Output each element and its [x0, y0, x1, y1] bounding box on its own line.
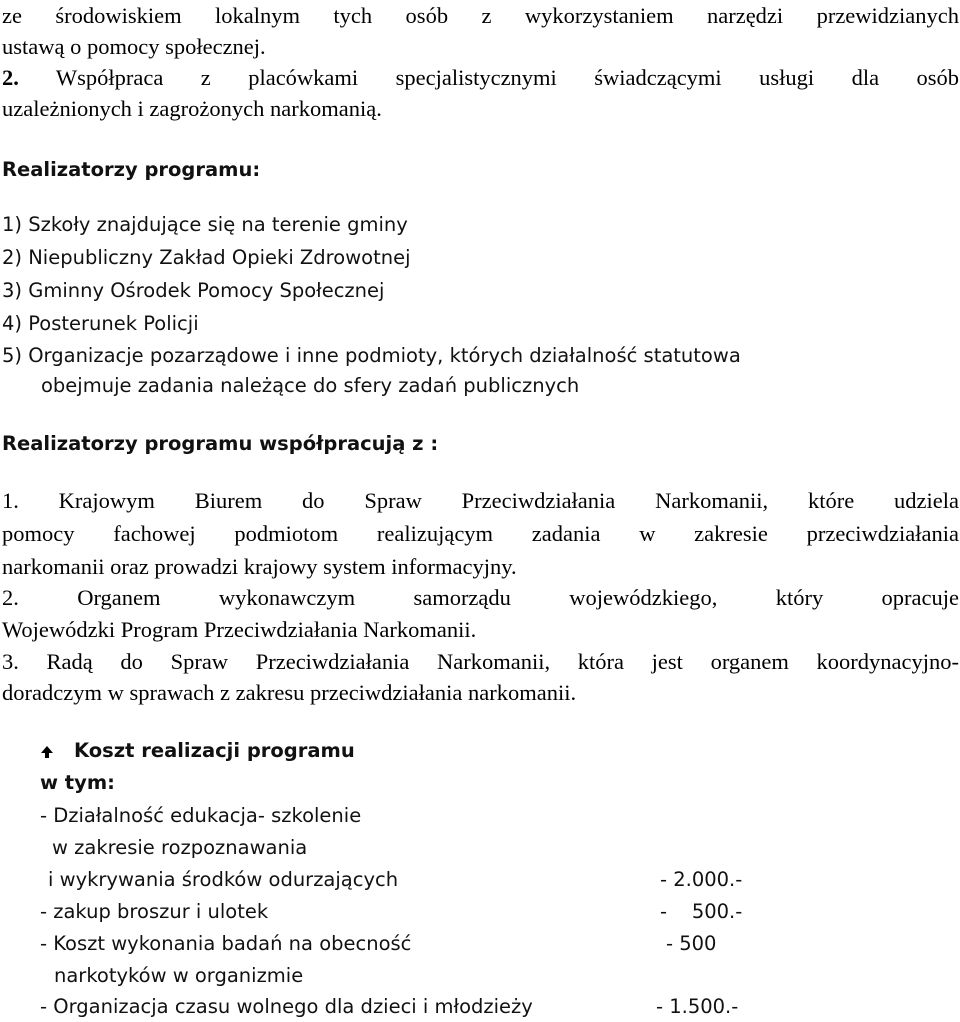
realizator-item-4: 4) Posterunek Policji — [2, 312, 199, 335]
realizator-item-2: 2) Niepubliczny Zakład Opieki Zdrowotnej — [2, 246, 411, 269]
wspolpraca-p1-line-1: 1. Krajowym Biurem do Spraw Przeciwdziałania Narkomanii, które udziela — [2, 488, 959, 513]
koszt-badania-line-1: - Koszt wykonania badań na obecność — [40, 932, 412, 955]
koszt-edukacja-line-1: - Działalność edukacja- szkolenie — [40, 804, 362, 827]
koszt-heading-row — [40, 735, 355, 766]
koszt-badania-amount: - 500 — [666, 932, 717, 955]
wspolpraca-p1-line-3: narkomanii oraz prowadzi krajowy system informacyjny. — [2, 554, 517, 579]
realizator-item-5: 5) Organizacje pozarządowe i inne podmioty, których działalność statutowa — [2, 344, 741, 367]
wspolpraca-p1-line-2: pomocy fachowej podmiotom realizującym zadania w zakresie przeciwdziałania — [2, 521, 959, 546]
realizator-item-3: 3) Gminny Ośrodek Pomocy Społecznej — [2, 279, 385, 302]
top-line-4: uzależnionych i zagrożonych narkomanią. — [2, 96, 382, 121]
koszt-w-tym: w tym: — [40, 771, 115, 794]
realizator-item-1: 1) Szkoły znajdujące się na terenie gminy — [2, 213, 408, 236]
koszt-edukacja-line-3: i wykrywania środków odurzających — [48, 868, 399, 891]
koszt-czas-wolny: - Organizacja czasu wolnego dla dzieci i młodzieży — [40, 995, 533, 1018]
koszt-heading: Koszt realizacji programu — [74, 739, 355, 762]
koszt-edukacja-line-2: w zakresie rozpoznawania — [52, 836, 308, 859]
wspolpraca-p3-line-1: 3. Radą do Spraw Przeciwdziałania Narkomanii, która jest organem koordynacyjno- — [2, 649, 959, 674]
item-number: 2. — [2, 65, 19, 90]
item-text: Współpraca z placówkami specjalistycznymi świadczącymi usługi dla osób — [55, 65, 959, 90]
wspolpraca-p3-line-2: doradczym w sprawach z zakresu przeciwdziałania narkomanii. — [2, 680, 577, 705]
realizator-item-5-cont: obejmuje zadania należące do sfery zadań publicznych — [41, 374, 580, 397]
top-line-3 — [2, 62, 959, 93]
koszt-broszury-amount: - 500.- — [660, 900, 743, 923]
koszt-edukacja-amount: - 2.000.- — [660, 868, 743, 891]
realizatorzy-heading: Realizatorzy programu: — [2, 158, 261, 181]
arrow-up-icon — [40, 745, 54, 759]
top-line-2: ustawą o pomocy społecznej. — [2, 34, 266, 59]
wspolpraca-heading: Realizatorzy programu współpracują z : — [2, 432, 439, 455]
koszt-broszury: - zakup broszur i ulotek — [40, 900, 269, 923]
koszt-badania-line-2: narkotyków w organizmie — [54, 964, 304, 987]
wspolpraca-p2-line-2: Wojewódzki Program Przeciwdziałania Narkomanii. — [2, 617, 477, 642]
wspolpraca-p2-line-1: 2. Organem wykonawczym samorządu wojewódzkiego, który opracuje — [2, 585, 959, 610]
koszt-czas-wolny-amount: - 1.500.- — [656, 995, 739, 1018]
top-line-1: ze środowiskiem lokalnym tych osób z wykorzystaniem narzędzi przewidzianych — [2, 3, 959, 28]
